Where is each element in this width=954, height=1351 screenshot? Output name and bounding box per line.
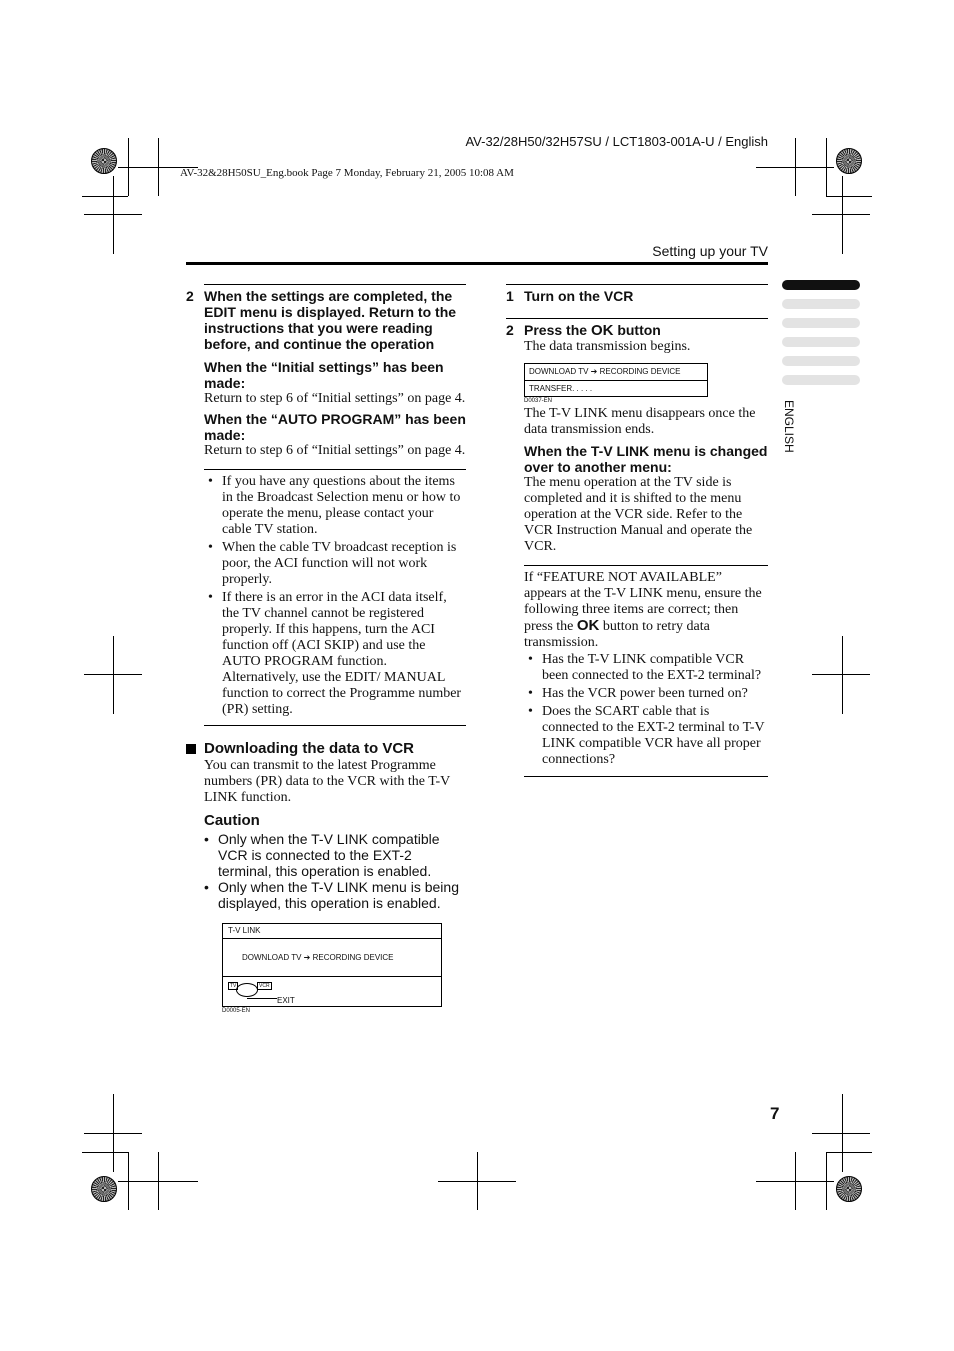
download-tv-label: DOWNLOAD TV [529,367,589,376]
caution-list [204,831,466,911]
screen-title: T-V LINK [223,924,441,939]
download-title-text: Downloading the data to VCR [204,740,414,757]
right-column [506,284,768,777]
step-2-block [186,284,466,726]
download-body: You can transmit to the latest Programme numbers (PR) data to the VCR with the T-V LINK function. [204,758,451,805]
initial-settings-body: Return to step 6 of “Initial settings” on page 4. [204,391,466,406]
menu-changed-body: The menu operation at the TV side is completed and it is shifted to the menu operation at the VCR side. Refer to the VCR Instruction Manual and operate the VCR. [524,475,753,554]
step-2-block-right [506,318,768,555]
screen-footer [223,977,441,1005]
feature-note-text [524,570,768,651]
step-1 [506,288,768,304]
screen-code: D0005-EN [222,1008,251,1014]
notes-box [204,469,466,726]
left-column [186,284,466,1014]
recording-device-label: RECORDING DEVICE [599,367,681,376]
after-transmission-text: The T-V LINK menu disappears once the data transmission ends. [524,406,756,437]
chapter-tabs [782,280,860,394]
vcr-button-icon: VCR [259,983,270,989]
tv-button-icon: TV [230,983,237,989]
chapter-tab [782,337,860,347]
ok-button-label: OK [590,322,614,339]
menu-changed-heading: When the T-V LINK menu is changed over to another menu: [524,443,768,475]
caution-title: Caution [204,812,260,829]
step-text: When the settings are completed, the EDIT menu is displayed. Return to the instructions that you were reading before, and continue the operation [204,288,457,352]
ok-button-label: OK [576,617,600,634]
transfer-screen [524,363,708,397]
step-2-right [506,322,768,339]
step-2 [186,288,466,352]
section-heading: Setting up your TV [652,243,768,259]
page-number: 7 [770,1104,780,1123]
initial-settings-heading: When the “Initial settings” has been made: [204,359,444,391]
transmission-begins: The data transmission begins. [524,339,691,354]
step-number: 2 [186,288,194,304]
chapter-tab [782,356,860,366]
step-text [524,322,661,339]
step-text: Turn on the VCR [524,288,634,304]
arrow-right-icon: ➔ [303,953,311,962]
chapter-tab-active [782,280,860,290]
check-item: • Has the VCR power been turned on? [524,686,768,702]
step-number: 1 [506,288,514,304]
chapter-tab [782,375,860,385]
exit-pointer [247,998,277,999]
book-info-line: AV-32&28H50SU_Eng.book Page 7 Monday, February 21, 2005 10:08 AM [180,167,514,179]
checks-list [524,652,768,768]
transfer-status: TRANSFER. . . . . [525,380,707,396]
auto-program-body: Return to step 6 of “Initial settings” on page 4. [204,443,466,458]
note-item: • If you have any questions about the items in the Broadcast Selection menu or how to operate the menu, please contact your cable TV station. [204,474,466,538]
step-number: 2 [506,322,514,338]
check-item: • Has the T-V LINK compatible VCR been connected to the EXT-2 terminal? [524,652,768,684]
feature-note-box [524,565,768,777]
check-item: • Does the SCART cable that is connected to the EXT-2 terminal to T-V LINK compatible VCR have all proper connections? [524,704,768,768]
caution-item: • Only when the T-V LINK menu is being displayed, this operation is enabled. [204,879,466,911]
note-item: • If there is an error in the ACI data itself, the TV channel cannot be registered properly. If this happens, turn the ACI function off (ACI SKIP) and use the AUTO PROGRAM function. Alternatively, use the EDIT/ MANUAL function to correct the Programme number (PR) setting. [204,590,466,718]
header-rule [186,262,768,265]
remote-buttons-icon [236,983,258,997]
chapter-tab [782,318,860,328]
download-tv-label: DOWNLOAD TV [242,953,302,962]
button-text: button [617,322,661,338]
exit-label: EXIT [277,996,295,1005]
feature-note-pre: If “FEATURE NOT AVAILABLE” appears at the T-V LINK menu, ensure the following three items are correct; then press the [524,570,762,634]
notes-list [204,474,466,718]
screen-code: D0037-EN [524,398,553,404]
recording-device-label: RECORDING DEVICE [312,953,394,962]
caution-item: • Only when the T-V LINK compatible VCR is connected to the EXT-2 terminal, this operation is enabled. [204,831,466,879]
download-section-title [186,740,466,758]
auto-program-heading: When the “AUTO PROGRAM” has been made: [204,411,466,443]
step-1-block [506,284,768,304]
header-model: AV-32/28H50/32H57SU / LCT1803-001A-U / English [465,134,768,149]
chapter-tab [782,299,860,309]
note-item: • When the cable TV broadcast reception is poor, the ACI function will not work properly. [204,540,466,588]
feature-note-post: button to retry data transmission. [524,619,710,650]
press-the-text: Press the [524,322,588,338]
screen-download-line [525,364,707,380]
square-bullet-icon [186,744,196,754]
language-label: ENGLISH [782,400,796,453]
arrow-right-icon: ➔ [590,367,598,376]
screen-download-line [223,939,441,977]
tv-link-screen [222,923,442,1007]
